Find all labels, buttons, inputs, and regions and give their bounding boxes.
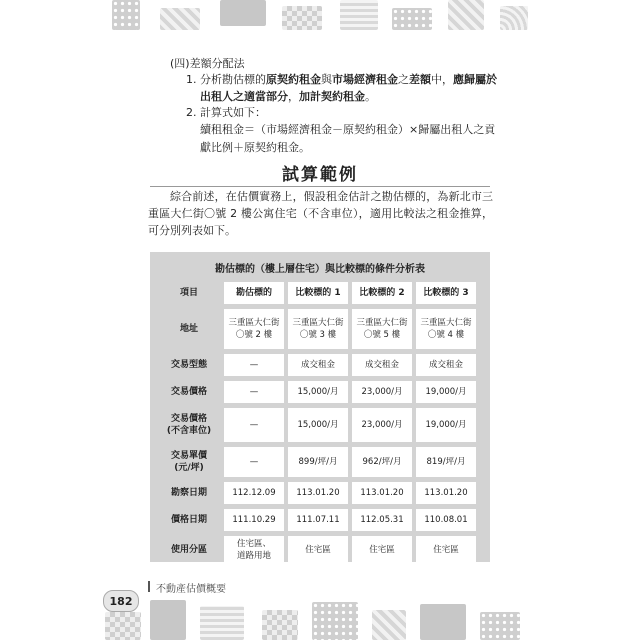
book-title: 不動產估價概要 xyxy=(156,584,226,595)
table-cell: 成交租金 xyxy=(352,354,412,376)
item-text-line2: 出租人之適當部分，加計契約租金。 xyxy=(200,90,376,103)
row-label: 地址 xyxy=(179,324,198,334)
table-cell: 113.01.20 xyxy=(416,482,476,504)
list-item-1 xyxy=(186,71,506,105)
item-text-segment: 市場經濟租金 xyxy=(332,73,398,86)
item-text-segment: 原契約租金 xyxy=(266,73,321,86)
heading-divider xyxy=(150,186,490,187)
row-label: 交易單價 (元/坪) xyxy=(170,451,207,473)
list-item-2 xyxy=(186,104,266,121)
row-label: 交易價格 xyxy=(170,387,207,397)
item-text xyxy=(200,73,497,86)
row-label: 使用分區 xyxy=(170,545,207,555)
table-cell: 899/坪/月 xyxy=(288,447,348,477)
table-cell: 成交租金 xyxy=(288,354,348,376)
table-cell: 住宅區 xyxy=(288,536,348,564)
table-cell: 110.08.01 xyxy=(416,509,476,531)
item-text-segment: 與 xyxy=(321,73,332,86)
example-title: 試算範例 xyxy=(282,165,358,185)
table-cell: 三重區大仁街 〇號 4 樓 xyxy=(416,309,476,349)
item-text-segment: 中， xyxy=(431,73,453,86)
item-text-segment: 應歸屬於 xyxy=(453,73,497,86)
item-text-segment: 差額 xyxy=(409,73,431,86)
table-cell: 113.01.20 xyxy=(352,482,412,504)
item-text-segment: 之 xyxy=(398,73,409,86)
table-row xyxy=(158,482,482,504)
table-cell: 住宅區 xyxy=(416,536,476,564)
table-row xyxy=(158,447,482,477)
table-grid xyxy=(158,282,482,569)
table-cell: — xyxy=(224,408,284,442)
table-cell: 成交租金 xyxy=(416,354,476,376)
item-number: 2. xyxy=(186,106,197,119)
table-cell: 962/坪/月 xyxy=(352,447,412,477)
table-row xyxy=(158,536,482,564)
table-cell: 19,000/月 xyxy=(416,381,476,403)
table-cell: 819/坪/月 xyxy=(416,447,476,477)
item-text-segment: 分析勘估標的 xyxy=(200,73,266,86)
table-cell: 111.10.29 xyxy=(224,509,284,531)
example-heading xyxy=(150,160,490,185)
table-cell: 19,000/月 xyxy=(416,408,476,442)
row-label: 交易價格 (不含車位) xyxy=(166,414,212,436)
table-cell: 三重區大仁街 〇號 2 樓 xyxy=(224,309,284,349)
table-cell: 15,000/月 xyxy=(288,408,348,442)
row-label: 交易型態 xyxy=(170,360,207,370)
item-text: 計算式如下： xyxy=(200,106,266,119)
table-cell: 23,000/月 xyxy=(352,408,412,442)
table-cell: 15,000/月 xyxy=(288,381,348,403)
intro-paragraph: 綜合前述，在估價實務上，假設租金估計之勘估標的，為新北市三重區大仁街〇號 2 樓公寓住宅（不含車位），適用比較法之租金推算，可分別列表如下。 xyxy=(148,190,493,237)
table-row xyxy=(158,509,482,531)
table-cell: 住宅區、 道路用地 xyxy=(224,536,284,564)
page-number: 182 xyxy=(103,590,139,612)
item-number: 1. xyxy=(186,73,197,86)
table-cell: 112.12.09 xyxy=(224,482,284,504)
table-cell: — xyxy=(224,447,284,477)
column-header: 勘估標的 xyxy=(224,282,284,304)
table-title: 勘估標的（樓上層住宅）與比較標的條件分析表 xyxy=(215,264,425,275)
row-label: 勘察日期 xyxy=(170,488,207,498)
column-header: 比較標的 2 xyxy=(352,282,412,304)
section-heading: (四)差額分配法 xyxy=(170,57,245,70)
row-label-header: 項目 xyxy=(179,288,198,298)
table-cell: 住宅區 xyxy=(352,536,412,564)
table-cell: 23,000/月 xyxy=(352,381,412,403)
comparison-table xyxy=(150,252,490,562)
footer-divider xyxy=(148,581,150,592)
column-header: 比較標的 1 xyxy=(288,282,348,304)
table-cell: 113.01.20 xyxy=(288,482,348,504)
table-row xyxy=(158,408,482,442)
column-header: 比較標的 3 xyxy=(416,282,476,304)
table-cell: 111.07.11 xyxy=(288,509,348,531)
table-cell: — xyxy=(224,354,284,376)
table-cell: 112.05.31 xyxy=(352,509,412,531)
table-row xyxy=(158,309,482,349)
table-cell: 三重區大仁街 〇號 5 樓 xyxy=(352,309,412,349)
table-cell: 三重區大仁街 〇號 3 樓 xyxy=(288,309,348,349)
table-cell: — xyxy=(224,381,284,403)
table-header-row xyxy=(158,282,482,304)
row-label: 價格日期 xyxy=(170,515,207,525)
table-row xyxy=(158,354,482,376)
table-row xyxy=(158,381,482,403)
formula-text: 續租租金＝（市場經濟租金－原契約租金）×歸屬出租人之貢 獻比例＋原契約租金。 xyxy=(200,123,496,154)
